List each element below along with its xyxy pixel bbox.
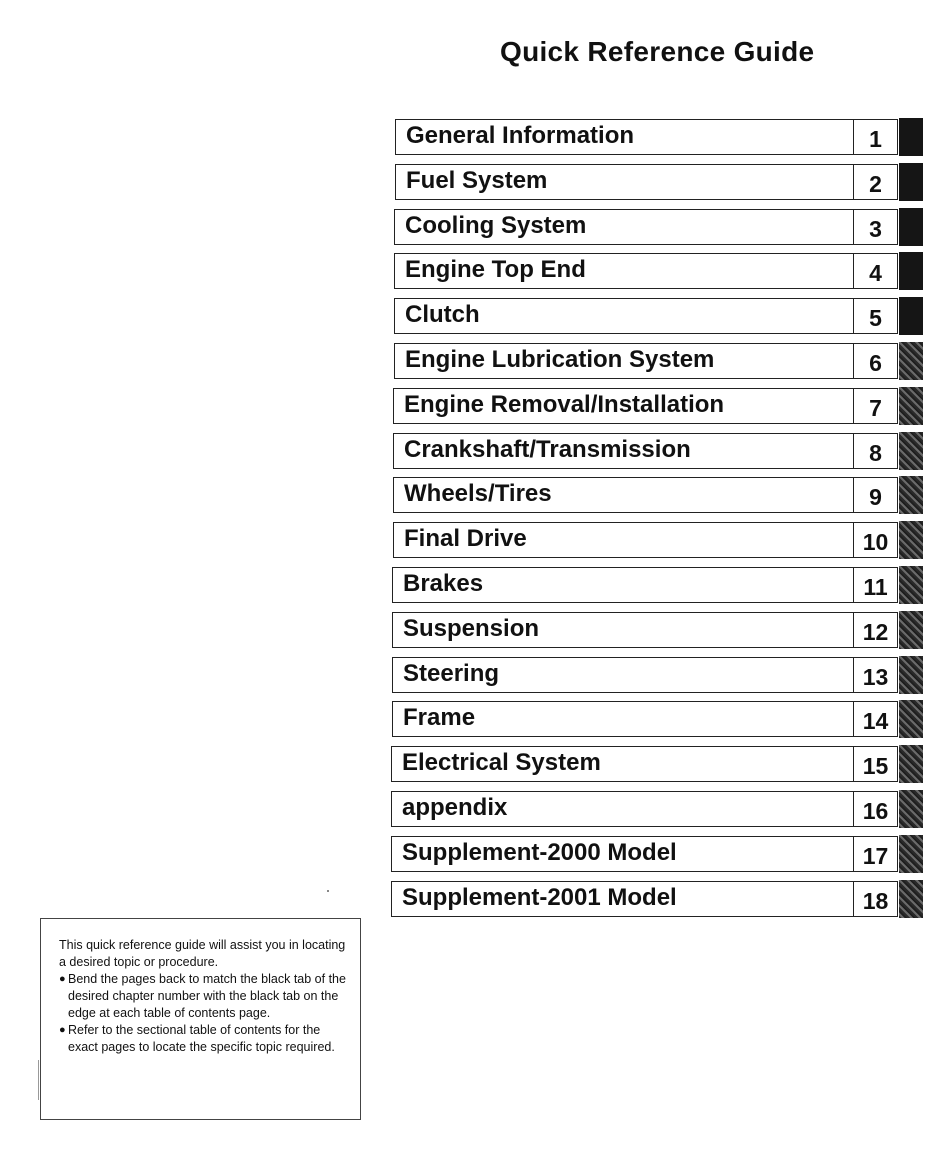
note-bullet-text: Bend the pages back to match the black tab of the desired chapter number with the black tab on the edge at each table of contents page. — [68, 972, 346, 1020]
chapter-number: 5 — [853, 299, 897, 333]
chapter-row[interactable] — [394, 298, 898, 334]
chapter-row[interactable] — [391, 836, 898, 872]
chapter-edge-tab — [899, 880, 923, 918]
chapter-title: Supplement-2000 Model — [402, 839, 677, 866]
chapter-row[interactable] — [394, 253, 898, 289]
chapter-title: Engine Top End — [405, 256, 586, 283]
chapter-row[interactable] — [395, 119, 898, 155]
chapter-number: 3 — [853, 210, 897, 244]
chapter-title: Engine Removal/Installation — [404, 391, 725, 418]
chapter-number: 2 — [853, 165, 897, 199]
chapter-number: 6 — [853, 344, 897, 378]
bullet-icon: ● — [59, 973, 66, 985]
chapter-edge-tab — [899, 163, 923, 201]
chapter-title: Final Drive — [404, 525, 527, 552]
chapter-title: Crankshaft/Transmission — [404, 436, 691, 463]
chapter-number: 9 — [853, 478, 897, 512]
chapter-title: General Information — [406, 122, 635, 149]
chapter-row[interactable] — [394, 209, 898, 245]
chapter-number: 7 — [853, 389, 897, 423]
chapter-edge-tab — [899, 432, 923, 470]
chapter-row[interactable] — [393, 522, 898, 558]
usage-note-box — [40, 918, 361, 1120]
chapter-edge-tab — [899, 387, 923, 425]
chapter-row[interactable] — [392, 701, 898, 737]
scan-speck — [327, 890, 329, 892]
chapter-number: 8 — [853, 434, 897, 468]
chapter-title: Cooling System — [405, 212, 587, 239]
chapter-row[interactable] — [394, 343, 898, 379]
chapter-row[interactable] — [395, 164, 898, 200]
chapter-row[interactable] — [392, 567, 898, 603]
chapter-number: 18 — [853, 882, 897, 916]
chapter-number: 14 — [853, 702, 897, 736]
chapter-edge-tab — [899, 342, 923, 380]
chapter-row[interactable] — [392, 657, 898, 693]
note-bullet — [59, 1022, 350, 1056]
chapter-title: Steering — [403, 660, 500, 687]
chapter-title: Fuel System — [406, 167, 548, 194]
chapter-number: 13 — [853, 658, 897, 692]
chapter-row[interactable] — [393, 388, 898, 424]
chapter-title: Engine Lubrication System — [405, 346, 715, 373]
chapter-edge-tab — [899, 611, 923, 649]
chapter-title: Electrical System — [402, 749, 601, 776]
chapter-edge-tab — [899, 252, 923, 290]
chapter-number: 12 — [853, 613, 897, 647]
chapter-title: appendix — [402, 794, 508, 821]
chapter-edge-tab — [899, 700, 923, 738]
chapter-title: Wheels/Tires — [404, 480, 552, 507]
chapter-number: 16 — [853, 792, 897, 826]
chapter-edge-tab — [899, 790, 923, 828]
page-title: Quick Reference Guide — [500, 36, 815, 67]
chapter-number: 17 — [853, 837, 897, 871]
chapter-row[interactable] — [391, 881, 898, 917]
bullet-icon: ● — [59, 1024, 66, 1036]
chapter-number: 15 — [853, 747, 897, 781]
note-bullet-text: Refer to the sectional table of contents for the exact pages to locate the specific topic required. — [68, 1023, 335, 1054]
chapter-number: 10 — [853, 523, 897, 557]
note-intro: This quick reference guide will assist you in locating a desired topic or procedure. — [59, 938, 346, 969]
chapter-number: 4 — [853, 254, 897, 288]
chapter-number: 1 — [853, 120, 897, 154]
chapter-row[interactable] — [392, 612, 898, 648]
chapter-edge-tab — [899, 297, 923, 335]
chapter-edge-tab — [899, 835, 923, 873]
chapter-title: Frame — [403, 704, 476, 731]
chapter-row[interactable] — [391, 791, 898, 827]
chapter-edge-tab — [899, 656, 923, 694]
chapter-edge-tab — [899, 118, 923, 156]
chapter-edge-tab — [899, 521, 923, 559]
note-bullet — [59, 971, 350, 1022]
chapter-number: 11 — [853, 568, 897, 602]
chapter-edge-tab — [899, 566, 923, 604]
chapter-edge-tab — [899, 208, 923, 246]
chapter-title: Clutch — [405, 301, 480, 328]
chapter-edge-tab — [899, 476, 923, 514]
chapter-row[interactable] — [391, 746, 898, 782]
chapter-title: Suspension — [403, 615, 540, 642]
chapter-row[interactable] — [393, 433, 898, 469]
chapter-title: Supplement-2001 Model — [402, 884, 677, 911]
scan-margin-mark — [38, 1060, 39, 1100]
chapter-row[interactable] — [393, 477, 898, 513]
chapter-title: Brakes — [403, 570, 484, 597]
chapter-edge-tab — [899, 745, 923, 783]
